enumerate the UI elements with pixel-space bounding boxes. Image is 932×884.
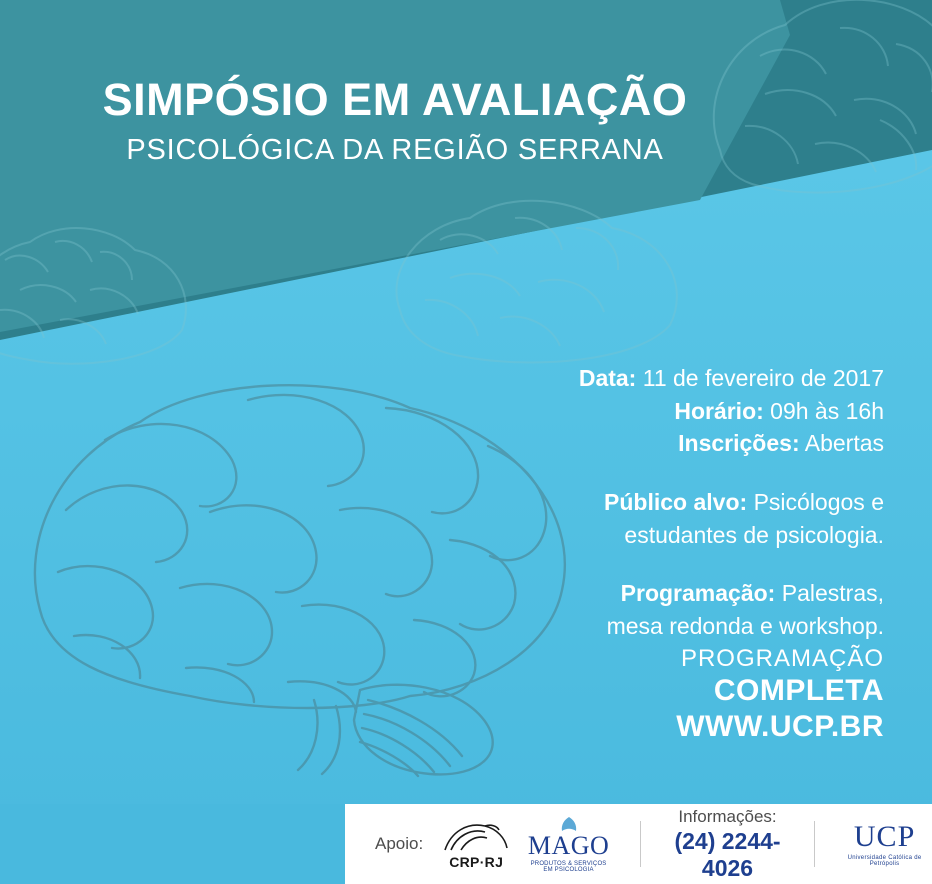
event-schedule-group xyxy=(454,362,884,460)
full-program-line-1: PROGRAMAÇÃO xyxy=(680,645,884,672)
contact-block xyxy=(657,807,798,881)
event-date-value: 11 de fevereiro de 2017 xyxy=(636,365,884,391)
full-program-line-2: COMPLETA xyxy=(713,674,884,708)
page-subtitle: PSICOLÓGICA DA REGIÃO SERRANA xyxy=(126,134,664,167)
event-date-line xyxy=(454,362,884,395)
event-program-value: Palestras, xyxy=(775,580,884,607)
event-program-line xyxy=(454,577,884,610)
event-time-line xyxy=(454,395,884,428)
footer-left-fill xyxy=(0,804,345,884)
mago-logo-text: MAGO xyxy=(527,830,610,860)
poster-title-block xyxy=(0,76,790,168)
page-title: SIMPÓSIO EM AVALIAÇÃO xyxy=(102,74,688,125)
event-audience-group xyxy=(454,486,884,551)
ucp-logo-text: UCP xyxy=(853,819,916,853)
contact-phone[interactable]: (24) 2244-4026 xyxy=(674,828,781,881)
event-program-label: Programação: xyxy=(620,580,776,607)
footer-divider-1 xyxy=(640,821,641,867)
event-audience-line-2: estudantes de psicologia. xyxy=(624,521,884,548)
website-url[interactable]: WWW.UCP.BR xyxy=(676,709,884,743)
event-audience-value: Psicólogos e xyxy=(747,488,884,515)
support-label: Apoio: xyxy=(375,834,424,853)
crp-rj-logo-text: CRP·RJ xyxy=(449,854,504,870)
mago-logo xyxy=(527,816,610,873)
event-info-block xyxy=(454,362,884,643)
full-program-block xyxy=(454,645,884,744)
event-audience-label: Público alvo: xyxy=(604,488,748,515)
event-time-label: Horário: xyxy=(674,397,764,424)
event-audience-line xyxy=(454,486,884,519)
footer-divider-2 xyxy=(814,821,815,867)
mago-logo-sub1: PRODUTOS & SERVIÇOS xyxy=(530,860,607,867)
event-time-value: 09h às 16h xyxy=(763,397,884,424)
crp-rj-logo xyxy=(441,818,511,870)
event-date-label: Data: xyxy=(578,365,637,391)
event-registration-value: Abertas xyxy=(799,430,884,457)
ucp-logo-sub: Universidade Católica de Petrópolis xyxy=(847,854,922,867)
event-program-group xyxy=(454,577,884,642)
crp-bird-icon xyxy=(441,820,511,854)
event-registration-label: Inscrições: xyxy=(678,430,800,457)
mago-mark-icon xyxy=(558,816,580,832)
event-registration-line xyxy=(454,427,884,460)
ucp-logo xyxy=(837,819,932,867)
footer-bar xyxy=(345,804,932,884)
event-program-line-2: mesa redonda e workshop. xyxy=(606,612,884,639)
mago-logo-sub2: EM PSICOLOGIA xyxy=(543,866,594,873)
contact-label: Informações: xyxy=(678,806,777,826)
